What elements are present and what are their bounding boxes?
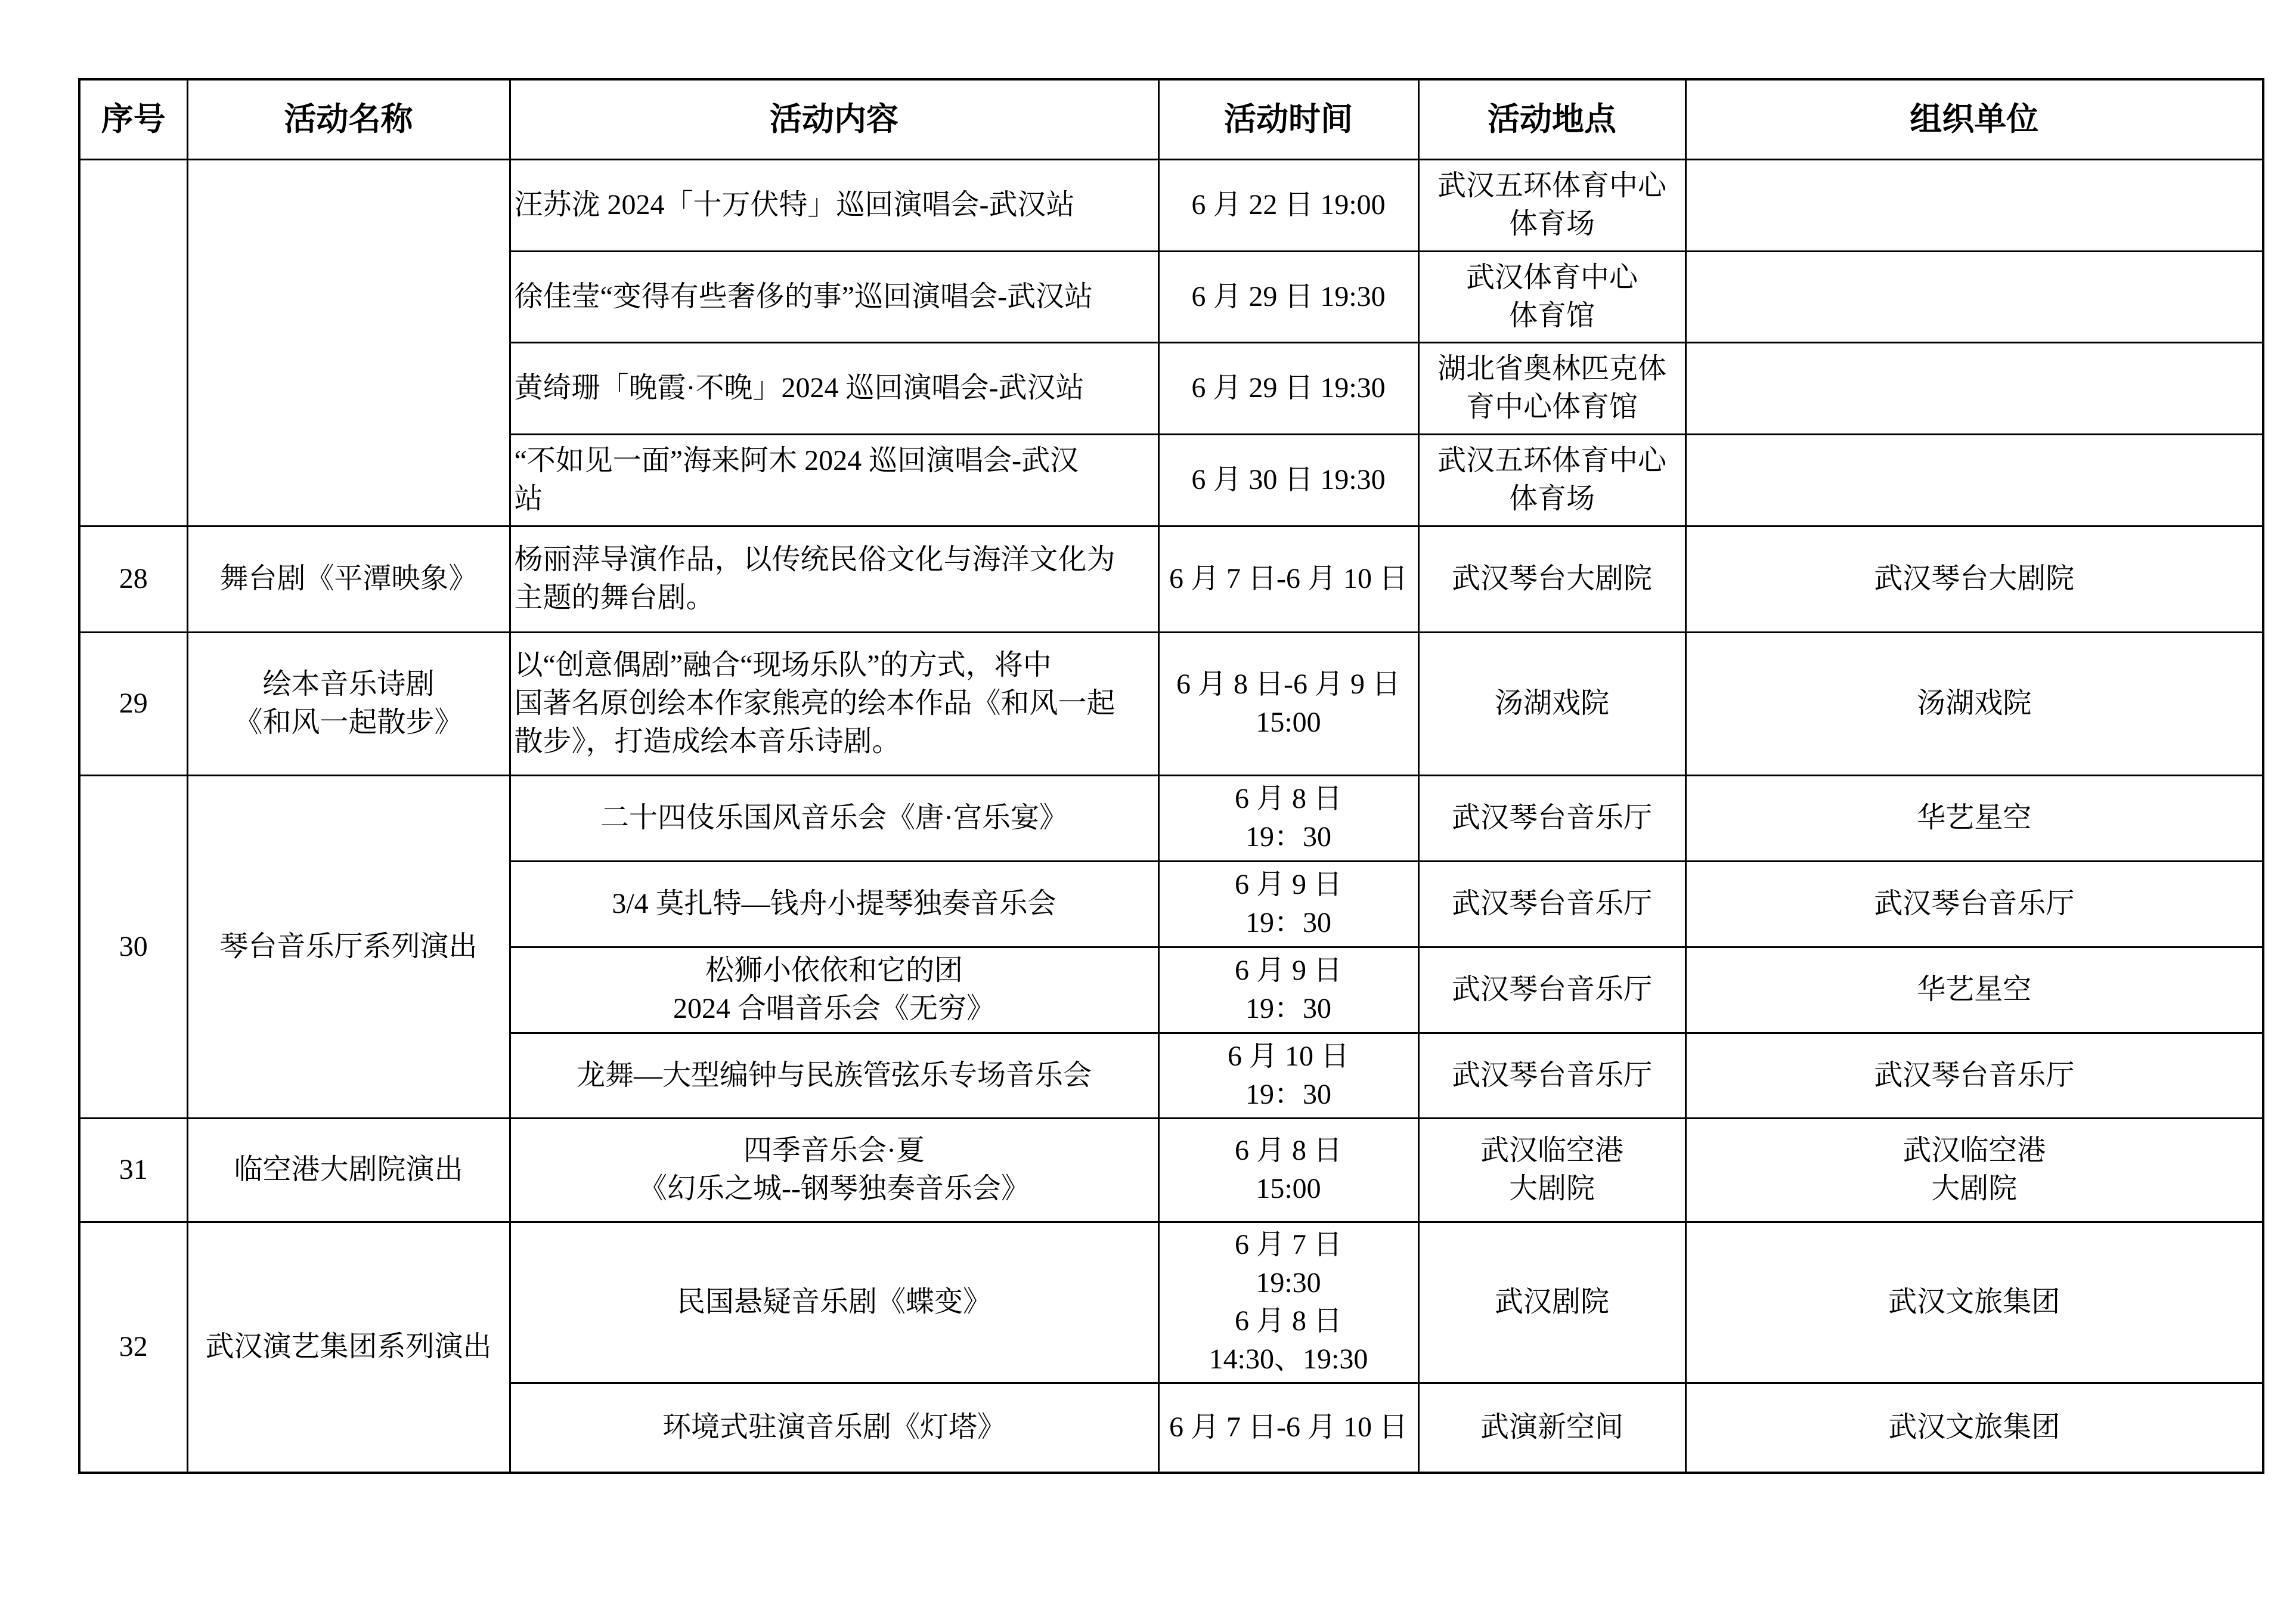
header-venue: 活动地点 xyxy=(1418,79,1685,159)
header-name: 活动名称 xyxy=(187,79,510,159)
cell-time: 6 月 9 日 19：30 xyxy=(1158,861,1418,947)
cell-content: 杨丽萍导演作品，以传统民俗文化与海洋文化为 主题的舞台剧。 xyxy=(510,526,1158,632)
cell-venue: 武汉临空港 大剧院 xyxy=(1418,1118,1685,1222)
cell-seq: 29 xyxy=(79,632,187,775)
cell-time: 6 月 22 日 19:00 xyxy=(1158,159,1418,251)
cell-organizer xyxy=(1685,434,2263,526)
cell-venue: 武汉琴台音乐厅 xyxy=(1418,861,1685,947)
cell-content: “不如见一面”海来阿木 2024 巡回演唱会-武汉 站 xyxy=(510,434,1158,526)
table-row xyxy=(79,632,2263,775)
cell-organizer xyxy=(1685,251,2263,342)
header-organizer: 组织单位 xyxy=(1685,79,2263,159)
cell-venue: 武汉体育中心 体育馆 xyxy=(1418,251,1685,342)
cell-time: 6 月 10 日 19：30 xyxy=(1158,1033,1418,1118)
cell-content: 四季音乐会·夏 《幻乐之城--钢琴独奏音乐会》 xyxy=(510,1118,1158,1222)
header-row xyxy=(79,79,2263,159)
table-row xyxy=(79,159,2263,251)
header-seq: 序号 xyxy=(79,79,187,159)
cell-organizer xyxy=(1685,342,2263,434)
cell-organizer: 武汉临空港 大剧院 xyxy=(1685,1118,2263,1222)
cell-venue: 武汉琴台大剧院 xyxy=(1418,526,1685,632)
table-row xyxy=(79,526,2263,632)
cell-organizer: 华艺星空 xyxy=(1685,775,2263,861)
cell-content: 3/4 莫扎特—钱舟小提琴独奏音乐会 xyxy=(510,861,1158,947)
table-row xyxy=(79,1222,2263,1383)
cell-name: 武汉演艺集团系列演出 xyxy=(187,1222,510,1473)
cell-organizer: 武汉文旅集团 xyxy=(1685,1222,2263,1383)
cell-name: 绘本音乐诗剧 《和风一起散步》 xyxy=(187,632,510,775)
header-time: 活动时间 xyxy=(1158,79,1418,159)
cell-name: 临空港大剧院演出 xyxy=(187,1118,510,1222)
cell-time: 6 月 7 日-6 月 10 日 xyxy=(1158,1383,1418,1473)
cell-content: 民国悬疑音乐剧《蝶变》 xyxy=(510,1222,1158,1383)
cell-content: 二十四伎乐国风音乐会《唐·宫乐宴》 xyxy=(510,775,1158,861)
activity-schedule-table xyxy=(78,78,2264,1474)
cell-content: 徐佳莹“变得有些奢侈的事”巡回演唱会-武汉站 xyxy=(510,251,1158,342)
cell-seq: 28 xyxy=(79,526,187,632)
cell-venue: 武汉剧院 xyxy=(1418,1222,1685,1383)
cell-organizer: 武汉琴台音乐厅 xyxy=(1685,1033,2263,1118)
cell-organizer: 武汉文旅集团 xyxy=(1685,1383,2263,1473)
header-content: 活动内容 xyxy=(510,79,1158,159)
cell-name: 琴台音乐厅系列演出 xyxy=(187,775,510,1118)
cell-content: 汪苏泷 2024「十万伏特」巡回演唱会-武汉站 xyxy=(510,159,1158,251)
cell-venue: 湖北省奥林匹克体 育中心体育馆 xyxy=(1418,342,1685,434)
cell-time: 6 月 29 日 19:30 xyxy=(1158,342,1418,434)
cell-time: 6 月 9 日 19：30 xyxy=(1158,947,1418,1033)
cell-venue: 武汉琴台音乐厅 xyxy=(1418,947,1685,1033)
cell-seq: 30 xyxy=(79,775,187,1118)
cell-time: 6 月 7 日 19:30 6 月 8 日 14:30、19:30 xyxy=(1158,1222,1418,1383)
cell-content: 黄绮珊「晚霞·不晚」2024 巡回演唱会-武汉站 xyxy=(510,342,1158,434)
table-row xyxy=(79,775,2263,861)
cell-organizer: 汤湖戏院 xyxy=(1685,632,2263,775)
cell-venue: 武演新空间 xyxy=(1418,1383,1685,1473)
table-row xyxy=(79,1118,2263,1222)
cell-time: 6 月 8 日-6 月 9 日 15:00 xyxy=(1158,632,1418,775)
cell-seq: 32 xyxy=(79,1222,187,1473)
cell-organizer: 华艺星空 xyxy=(1685,947,2263,1033)
cell-time: 6 月 8 日 19：30 xyxy=(1158,775,1418,861)
cell-content: 松狮小依依和它的团 2024 合唱音乐会《无穷》 xyxy=(510,947,1158,1033)
cell-content: 以“创意偶剧”融合“现场乐队”的方式，将中 国著名原创绘本作家熊亮的绘本作品《和风一起 散步》，打造成绘本音乐诗剧。 xyxy=(510,632,1158,775)
cell-name xyxy=(187,159,510,526)
cell-venue: 武汉五环体育中心 体育场 xyxy=(1418,434,1685,526)
cell-time: 6 月 30 日 19:30 xyxy=(1158,434,1418,526)
cell-time: 6 月 29 日 19:30 xyxy=(1158,251,1418,342)
cell-seq xyxy=(79,159,187,526)
cell-venue: 武汉五环体育中心 体育场 xyxy=(1418,159,1685,251)
cell-venue: 武汉琴台音乐厅 xyxy=(1418,1033,1685,1118)
cell-organizer: 武汉琴台音乐厅 xyxy=(1685,861,2263,947)
cell-venue: 武汉琴台音乐厅 xyxy=(1418,775,1685,861)
cell-venue: 汤湖戏院 xyxy=(1418,632,1685,775)
cell-seq: 31 xyxy=(79,1118,187,1222)
cell-organizer xyxy=(1685,159,2263,251)
cell-organizer: 武汉琴台大剧院 xyxy=(1685,526,2263,632)
cell-content: 环境式驻演音乐剧《灯塔》 xyxy=(510,1383,1158,1473)
cell-time: 6 月 8 日 15:00 xyxy=(1158,1118,1418,1222)
cell-content: 龙舞—大型编钟与民族管弦乐专场音乐会 xyxy=(510,1033,1158,1118)
cell-time: 6 月 7 日-6 月 10 日 xyxy=(1158,526,1418,632)
cell-name: 舞台剧《平潭映象》 xyxy=(187,526,510,632)
